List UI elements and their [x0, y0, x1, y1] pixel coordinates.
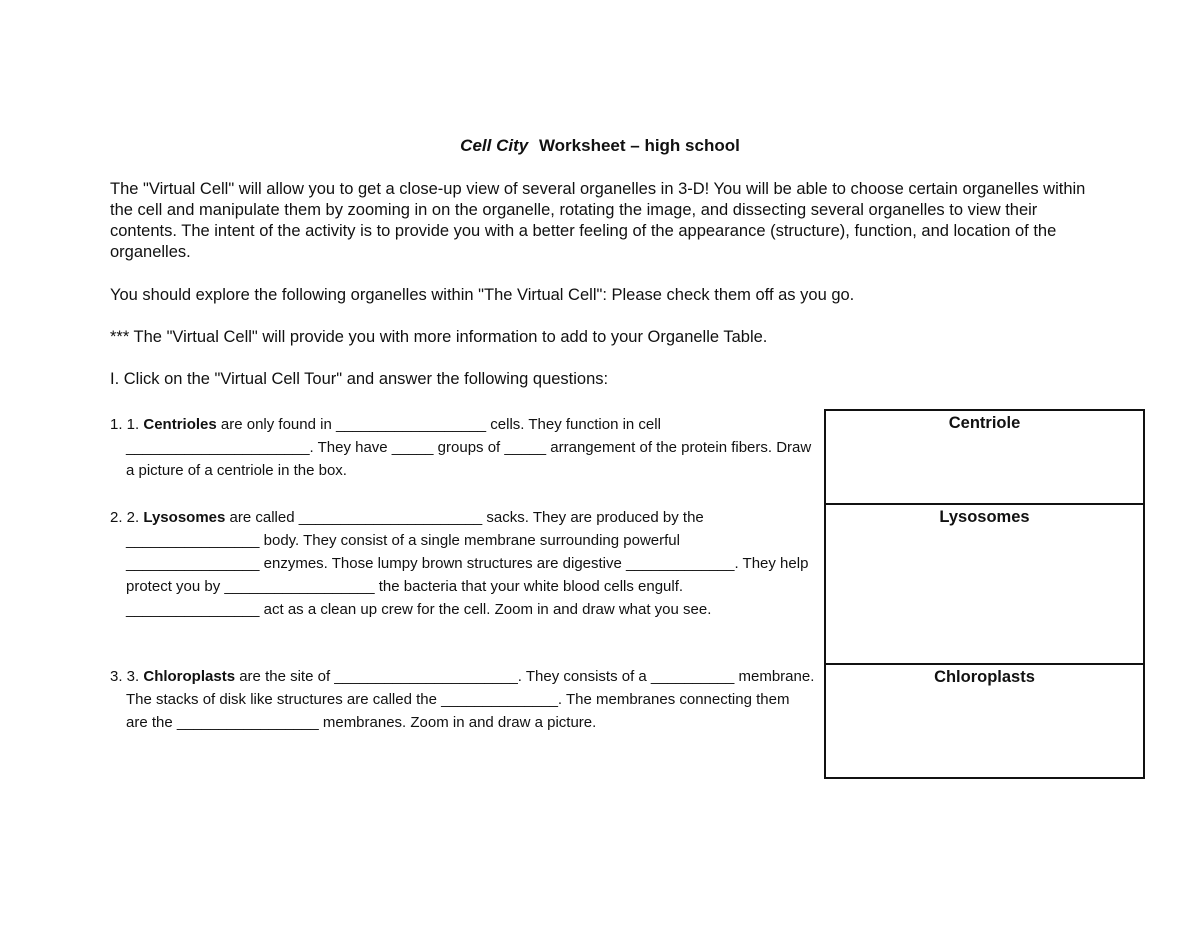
question-text: are called ______________________ sacks. They are produced by the ________________ body. They consist of a single membrane surrounding powerful ________________ enzymes. Those lumpy brown structures are digestive _____________. They help protect you by __________________ the bacteria that your white blood cells engulf. ________________ act as a clean up crew for the cell. Zoom in and draw what you see.: [126, 509, 809, 618]
drawing-box-chloroplasts: [824, 663, 1145, 779]
question-centrioles: [110, 413, 815, 482]
question-number: 2. 2.: [110, 509, 140, 526]
drawing-box-centriole: [824, 409, 1145, 505]
intro-paragraph: The "Virtual Cell" will allow you to get a close-up view of several organelles in 3-D! You will be able to choose certain organelles within the cell and manipulate them by zooming in on the organelle, rotating the image, and dissecting several organelles to view their contents. The intent of the activity is to provide you with a better feeling of the appearance (structure), function, and location of the organelles.: [110, 180, 1086, 261]
question-term: Centrioles: [143, 416, 217, 433]
note-paragraph: *** The "Virtual Cell" will provide you with more information to add to your Organelle Table.: [110, 328, 768, 346]
question-chloroplasts: [110, 665, 815, 734]
question-text: are only found in __________________ cells. They function in cell ______________________. They have _____ groups of _____ arrangement of the protein fibers. Draw a picture of a centriole in the box.: [126, 416, 812, 479]
box-label: Chloroplasts: [934, 668, 1035, 686]
box-label: Lysosomes: [939, 508, 1030, 526]
question-lysosomes: [110, 506, 815, 621]
title-italic: Cell City: [460, 136, 529, 155]
explore-paragraph: You should explore the following organelles within "The Virtual Cell": Please check them off as you go.: [110, 286, 855, 304]
worksheet-title: [0, 136, 1200, 156]
question-text: are the site of ______________________. They consists of a __________ membrane. The stacks of disk like structures are called the ______________. The membranes connecting them are the _________________ membranes. Zoom in and draw a picture.: [126, 668, 815, 731]
question-number: 1. 1.: [110, 416, 140, 433]
box-label: Centriole: [948, 414, 1021, 432]
question-number: 3. 3.: [110, 668, 140, 685]
question-term: Lysosomes: [143, 509, 226, 526]
instruction-paragraph: I. Click on the "Virtual Cell Tour" and answer the following questions:: [110, 370, 609, 388]
question-term: Chloroplasts: [143, 668, 236, 685]
title-rest: Worksheet – high school: [538, 136, 740, 155]
drawing-box-lysosomes: [824, 503, 1145, 665]
